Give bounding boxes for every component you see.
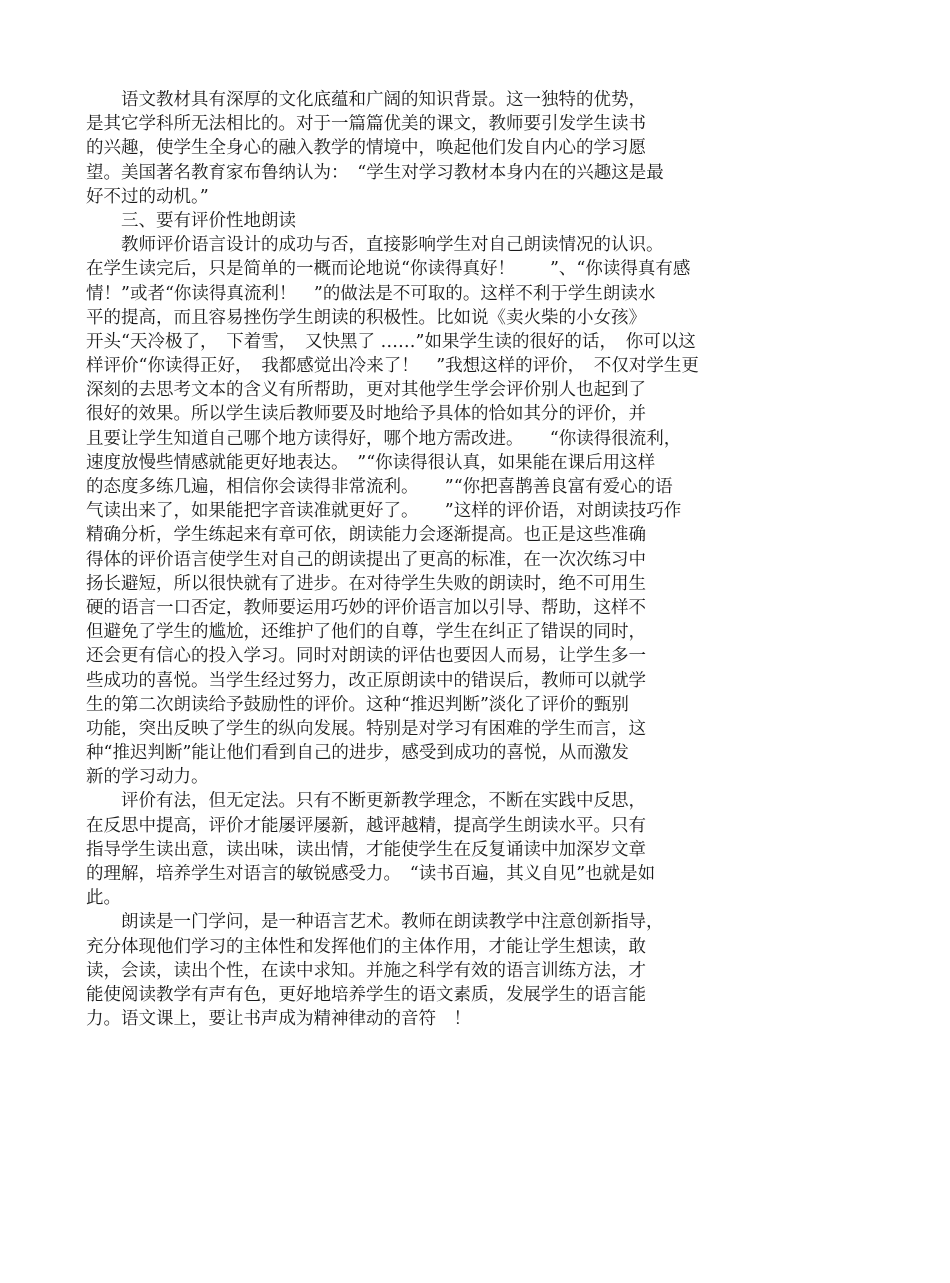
text-line: 速度放慢些情感就能更好地表达。 ”“你读得很认真，如果能在课后用这样 [86, 452, 656, 473]
text-line: 望。美国著名教育家布鲁纳认为： “学生对学习教材本身内在的兴趣这是最 [86, 162, 664, 183]
text-line: 精确分析，学生练起来有章可依，朗读能力会逐渐提高。也正是这些准确 [86, 525, 646, 546]
text-line: 朗读是一门学问，是一种语言艺术。教师在朗读教学中注意创新指导， [86, 912, 664, 933]
text-line: 语文教材具有深厚的文化底蕴和广阔的知识背景。这一独特的优势， [86, 90, 646, 110]
text-line: 教师评价语言设计的成功与否，直接影响学生对自己朗读情况的认识。 [86, 235, 664, 256]
text-line: 扬长避短，所以很快就有了进步。在对待学生失败的朗读时，绝不可用生 [86, 573, 646, 594]
text-line: 很好的效果。所以学生读后教师要及时地给予具体的恰如其分的评价，并 [86, 404, 646, 425]
text-line: 力。语文课上，要让书声成为精神律动的音符 ！ [86, 1009, 471, 1030]
text-line: 在反思中提高，评价才能屡评屡新，越评越精，提高学生朗读水平。只有 [86, 815, 646, 836]
text-line: 评价有法，但无定法。只有不断更新教学理念，不断在实践中反思， [86, 791, 646, 812]
text-line: 充分体现他们学习的主体性和发挥他们的主体作用，才能让学生想读，敢 [86, 936, 646, 957]
text-line: 情！”或者“你读得真流利！ ”的做法是不可取的。这样不利于学生朗读水 [86, 283, 656, 304]
text-line: 的理解，培养学生对语言的敏锐感受力。 “读书百遍，其义自见”也就是如 [86, 864, 656, 884]
text-line: 但避免了学生的尴尬，还维护了他们的自尊，学生在纠正了错误的同时， [86, 622, 646, 643]
text-line: 还会更有信心的投入学习。同时对朗读的评估也要因人而易，让学生多一 [86, 646, 646, 667]
text-line: 种“推迟判断”能让他们看到自己的进步，感受到成功的喜悦，从而激发 [86, 743, 629, 764]
text-line: 平的提高，而且容易挫伤学生朗读的积极性。比如说《卖火柴的小女孩》 [86, 307, 646, 328]
text-line: 新的学习动力。 [86, 767, 209, 788]
text-line: 三、要有评价性地朗读 [86, 210, 296, 231]
text-line: 深刻的去思考文本的含义有所帮助，更对其他学生学会评价别人也起到了 [86, 380, 646, 401]
text-line: 好不过的动机。” [86, 186, 209, 207]
text-line: 开头“天冷极了， 下着雪， 又快黑了 ……”如果学生读的很好的话， 你可以这 [86, 331, 696, 352]
text-line: 此。 [86, 888, 121, 909]
text-line: 得体的评价语言使学生对自己的朗读提出了更高的标准，在一次次练习中 [86, 549, 646, 570]
text-line: 且要让学生知道自己哪个地方读得好，哪个地方需改进。 “你读得很流利， [86, 428, 682, 449]
text-line: 在学生读完后，只是简单的一概而论地说“你读得真好！ ”、“你读得真有感 [86, 259, 691, 280]
text-line: 些成功的喜悦。当学生经过努力，改正原朗读中的错误后，教师可以就学 [86, 670, 646, 691]
document-body [86, 88, 786, 1031]
text-line: 功能，突出反映了学生的纵向发展。特别是对学习有困难的学生而言，这 [86, 718, 646, 739]
text-line: 气读出来了，如果能把字音读准就更好了。 ”这样的评价语，对朗读技巧作 [86, 501, 682, 522]
text-line: 样评价“你读得正好， 我都感觉出冷来了！ ”我想这样的评价， 不仅对学生更 [86, 356, 699, 377]
text-line: 是其它学科所无法相比的。对于一篇篇优美的课文，教师要引发学生读书 [86, 114, 646, 135]
text-line: 读，会读，读出个性，在读中求知。并施之科学有效的语言训练方法，才 [86, 960, 646, 981]
text-line: 的态度多练几遍，相信你会读得非常流利。 ”“你把喜鹊善良富有爱心的语 [86, 477, 673, 497]
text-line: 能使阅读教学有声有色，更好地培养学生的语文素质，发展学生的语言能 [86, 984, 646, 1005]
text-line: 指导学生读出意，读出味，读出情，才能使学生在反复诵读中加深岁文章 [86, 839, 646, 860]
text-line: 硬的语言一口否定，教师要运用巧妙的评价语言加以引导、帮助，这样不 [86, 597, 646, 618]
text-line: 生的第二次朗读给予鼓励性的评价。这种“推迟判断”淡化了评价的甄别 [86, 694, 629, 715]
text-line: 的兴趣，使学生全身心的融入教学的情境中，唤起他们发自内心的学习愿 [86, 138, 646, 159]
